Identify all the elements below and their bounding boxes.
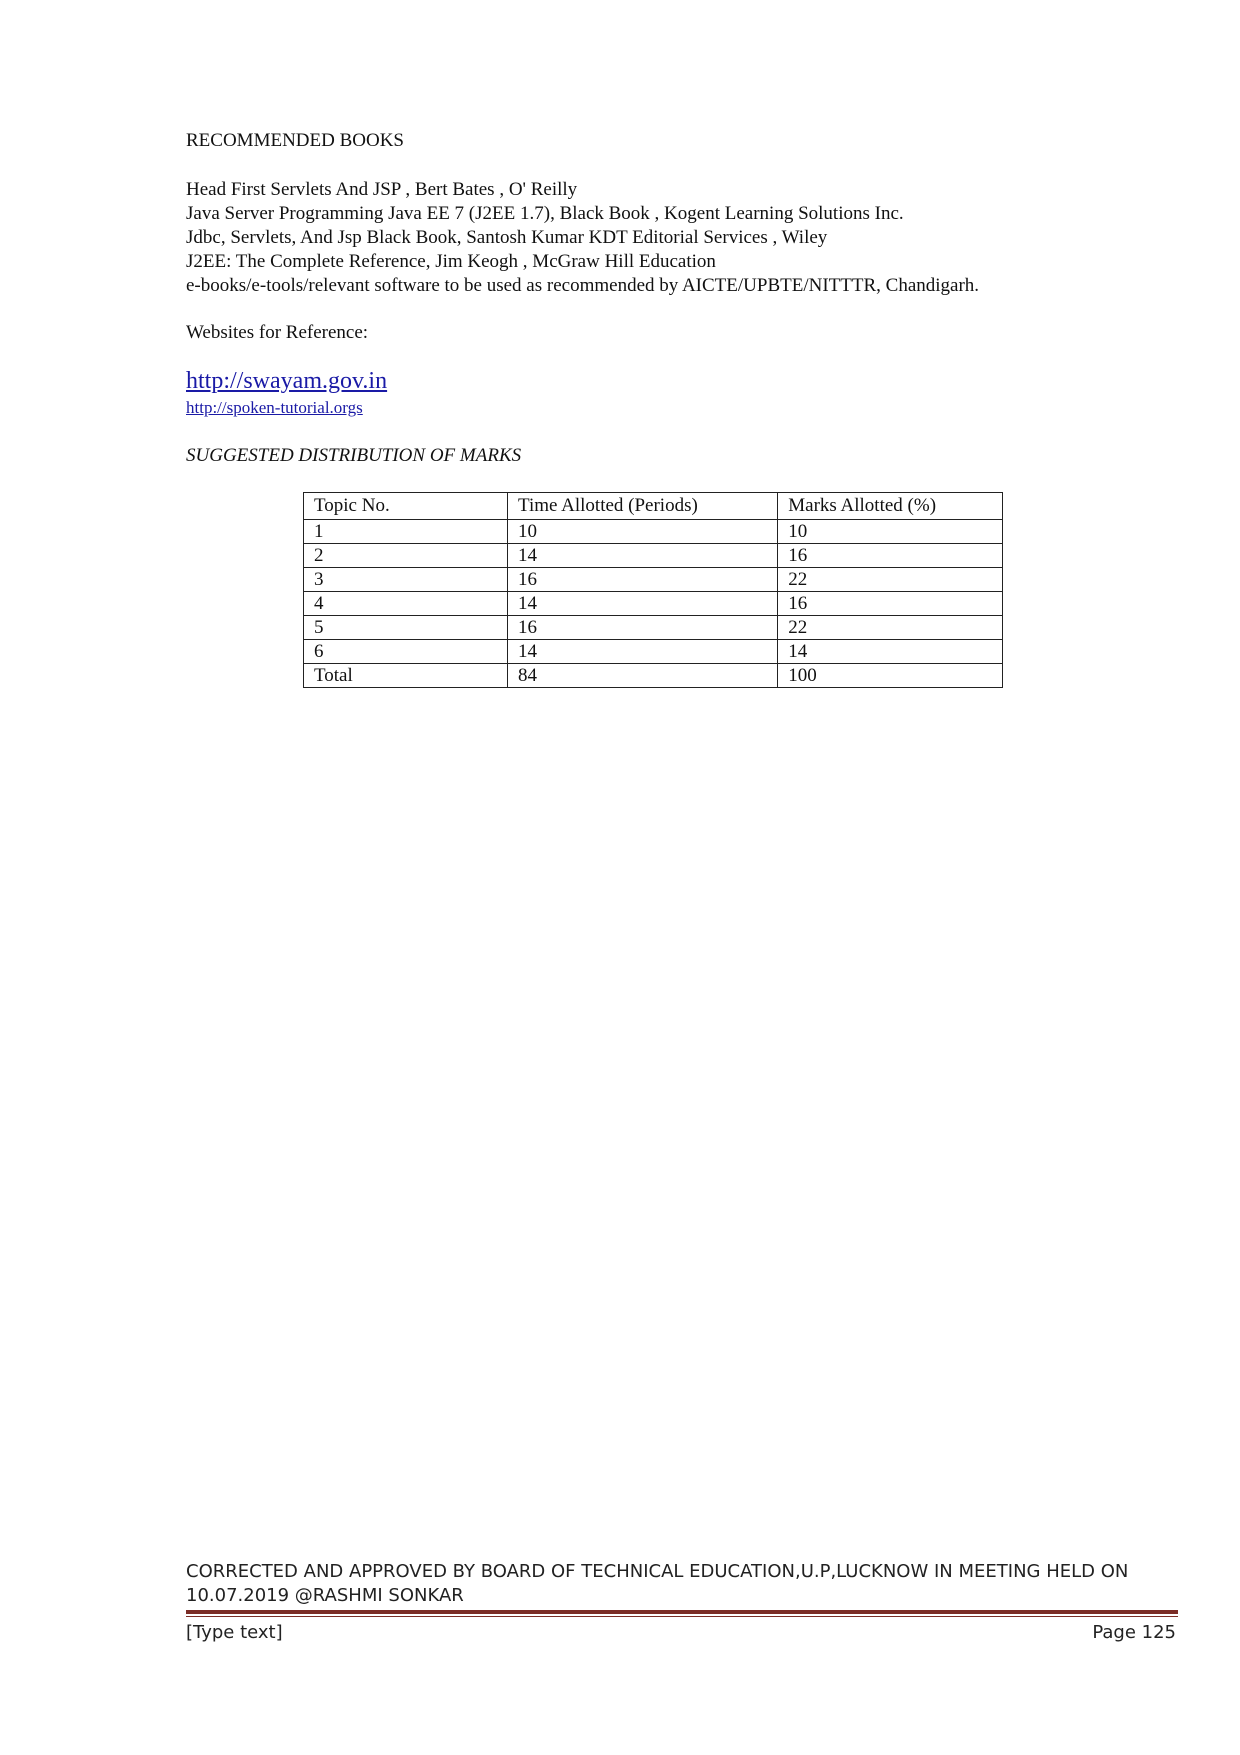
cell-topic: Total xyxy=(304,664,508,688)
book-item: Java Server Programming Java EE 7 (J2EE 1.7), Black Book , Kogent Learning Solutions Inc. xyxy=(186,203,904,224)
cell-marks: 22 xyxy=(778,568,1003,592)
cell-time: 14 xyxy=(508,592,778,616)
table-row xyxy=(304,592,1003,616)
book-item: e-books/e-tools/relevant software to be used as recommended by AICTE/UPBTE/NITTTR, Chandigarh. xyxy=(186,275,980,296)
cell-time: 16 xyxy=(508,568,778,592)
cell-marks: 14 xyxy=(778,640,1003,664)
footer-divider xyxy=(186,1610,1178,1614)
cell-topic: 3 xyxy=(304,568,508,592)
page-number: Page 125 xyxy=(1092,1622,1176,1643)
table-header-row xyxy=(304,493,1003,520)
websites-label: Websites for Reference: xyxy=(186,322,369,343)
header-topic-no: Topic No. xyxy=(304,493,508,520)
section-heading: RECOMMENDED BOOKS xyxy=(186,130,404,151)
cell-marks: 16 xyxy=(778,544,1003,568)
header-time-allotted: Time Allotted (Periods) xyxy=(508,493,778,520)
distribution-title: SUGGESTED DISTRIBUTION OF MARKS xyxy=(186,445,522,466)
book-item: Jdbc, Servlets, And Jsp Black Book, Santosh Kumar KDT Editorial Services , Wiley xyxy=(186,227,828,248)
cell-time: 16 xyxy=(508,616,778,640)
table-row-total xyxy=(304,664,1003,688)
cell-time: 14 xyxy=(508,640,778,664)
link-swayam[interactable]: http://swayam.gov.in xyxy=(186,368,388,394)
cell-time: 84 xyxy=(508,664,778,688)
cell-marks: 16 xyxy=(778,592,1003,616)
cell-topic: 5 xyxy=(304,616,508,640)
cell-topic: 2 xyxy=(304,544,508,568)
footer-left-text: [Type text] xyxy=(186,1622,283,1643)
cell-marks: 100 xyxy=(778,664,1003,688)
marks-table xyxy=(303,492,1003,688)
cell-topic: 4 xyxy=(304,592,508,616)
cell-time: 14 xyxy=(508,544,778,568)
table-row xyxy=(304,640,1003,664)
table-row xyxy=(304,568,1003,592)
table-row xyxy=(304,544,1003,568)
cell-topic: 6 xyxy=(304,640,508,664)
cell-topic: 1 xyxy=(304,520,508,544)
header-marks-allotted: Marks Allotted (%) xyxy=(778,493,1003,520)
footer-divider-thin xyxy=(186,1616,1178,1617)
book-list xyxy=(186,178,979,298)
footer-approval-note: CORRECTED AND APPROVED BY BOARD OF TECHNICAL EDUCATION,U.P,LUCKNOW IN MEETING HELD ON 10.07.2019 @RASHMI SONKAR xyxy=(186,1561,1129,1606)
cell-time: 10 xyxy=(508,520,778,544)
table-row xyxy=(304,520,1003,544)
table-row xyxy=(304,616,1003,640)
cell-marks: 22 xyxy=(778,616,1003,640)
book-item: J2EE: The Complete Reference, Jim Keogh , McGraw Hill Education xyxy=(186,251,716,272)
link-spoken-tutorial[interactable]: http://spoken-tutorial.orgs xyxy=(186,398,363,417)
book-item: Head First Servlets And JSP , Bert Bates , O' Reilly xyxy=(186,179,578,200)
cell-marks: 10 xyxy=(778,520,1003,544)
